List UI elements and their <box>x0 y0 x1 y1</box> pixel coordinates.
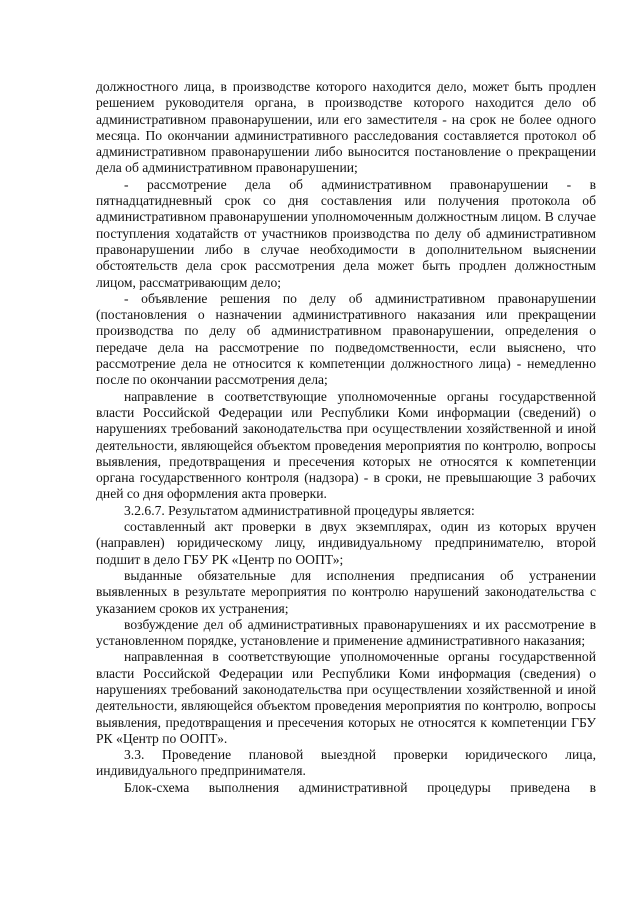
paragraph-case-review: - рассмотрение дела об административном правонарушении - в пятнадцатидневный срок со дня составления или получения протокола об административном правонарушении уполномоченным должностным лицом. В случае поступления ходатайств от участников производства по делу об административном правонарушении либо в случае необходимости в дополнительном выяснении обстоятельств дела срок рассмотрения дела может быть продлен должностным лицом, рассматривающим дело; <box>96 176 596 290</box>
paragraph-procedure-result-heading: 3.2.6.7. Результатом административной процедуры является: <box>124 502 475 518</box>
paragraph-result-orders: выданные обязательные для исполнения предписания об устранении выявленных в результате мероприятия по контролю нарушений законодательства с указанием сроков их устранения; <box>96 567 596 616</box>
paragraph-investigation-term: должностного лица, в производстве которого находится дело, может быть продлен решением руководителя органа, в производстве которого находится дело об административном правонарушении, или его заместителя - на срок не более одного месяца. По окончании административного расследования составляется протокол об административном правонарушении либо выносится постановление о прекращении дела об административном правонарушении; <box>96 79 596 176</box>
paragraph-flowchart-reference: Блок-схема выполнения административной процедуры приведена в <box>124 779 596 795</box>
paragraph-decision-announcement: - объявление решения по делу об административном правонарушении (постановления о назначении административного наказания или прекращении производства по делу об административном правонарушении, определения о передаче дела на рассмотрение по подведомственности, если выяснено, что рассмотрение дела не относится к компетенции должностного лица) - немедленно после по окончании рассмотрения дела; <box>96 290 596 388</box>
paragraph-result-administrative-cases: возбуждение дел об административных правонарушениях и их рассмотрение в установленном порядке, установление и применение административного наказания; <box>96 616 596 649</box>
paragraph-information-referral: направление в соответствующие уполномоченные органы государственной власти Российской Федерации или Республики Коми информации (сведений) о нарушениях требований законодательства при осуществлении хозяйственной и иной деятельности, являющейся объектом проведения мероприятия по контролю, вопросы выявления, предотвращения и пресечения которых не относятся к компетенции органа государственного контроля (надзора) - в сроки, не превышающие 3 рабочих дней со дня оформления акта проверки. <box>96 388 596 502</box>
paragraph-section-3-3: 3.3. Проведение плановой выездной проверки юридического лица, индивидуального предпринимателя. <box>96 747 596 779</box>
paragraph-result-information-sent: направленная в соответствующие уполномоченные органы государственной власти Российской Федерации или Республики Коми информация (сведения) о нарушениях требований законодательства при осуществлении хозяйственной и иной деятельности, являющейся объектом проведения мероприятия по контролю, вопросы выявления, предотвращения и пресечения которых не относятся к компетенции ГБУ РК «Центр по ООПТ». <box>96 649 596 746</box>
document-body <box>96 79 596 796</box>
paragraph-result-inspection-act: составленный акт проверки в двух экземплярах, один из которых вручен (направлен) юридическому лицу, индивидуальному предпринимателю, второй подшит в дело ГБУ РК «Центр по ООПТ»; <box>96 519 596 567</box>
